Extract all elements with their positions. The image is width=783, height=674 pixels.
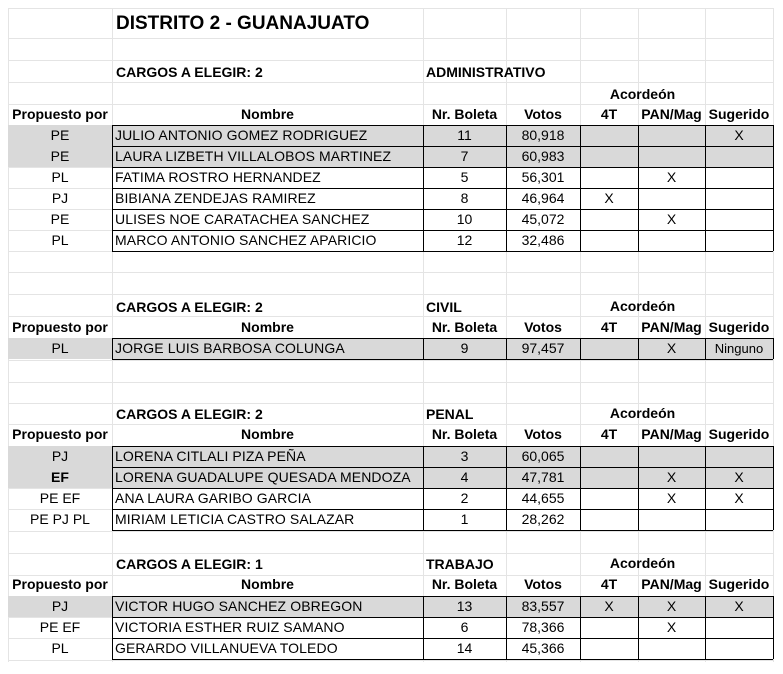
table-row[interactable] xyxy=(8,446,773,467)
table-row[interactable] xyxy=(8,338,773,359)
sugerido-mark xyxy=(705,509,773,530)
candidate-name: VICTOR HUGO SANCHEZ OBREGON xyxy=(115,598,363,614)
table-border xyxy=(638,596,639,659)
votos-value: 80,918 xyxy=(521,127,565,143)
grid-line xyxy=(8,360,774,361)
sugerido-header: Sugerido xyxy=(708,426,770,442)
pan-mag-header: PAN/Mag xyxy=(641,106,702,122)
sugerido-mark xyxy=(705,617,773,638)
sugerido-mark xyxy=(705,167,773,188)
table-border xyxy=(773,338,774,359)
table-border xyxy=(638,125,639,251)
boleta-number: 14 xyxy=(456,640,473,656)
candidate-name: MARCO ANTONIO SANCHEZ APARICIO xyxy=(115,232,377,248)
table-border xyxy=(773,446,774,530)
boleta-header: Nr. Boleta xyxy=(431,319,498,335)
table-border xyxy=(112,359,773,360)
table-border xyxy=(773,596,774,659)
table-border xyxy=(112,596,113,659)
sugerido-mark: X xyxy=(734,598,744,614)
cargos-label: CARGOS A ELEGIR: 1 xyxy=(116,556,263,572)
propuesto-por-cell: PE xyxy=(50,127,70,143)
candidate-name: FATIMA ROSTRO HERNANDEZ xyxy=(115,169,321,185)
table-row[interactable] xyxy=(8,509,773,530)
candidate-name: MIRIAM LETICIA CASTRO SALAZAR xyxy=(115,511,355,527)
materia-label: PENAL xyxy=(426,406,474,422)
sugerido-mark xyxy=(705,146,773,167)
table-row[interactable] xyxy=(8,467,773,488)
votos-value: 97,457 xyxy=(521,340,565,356)
propuesto-por-cell: PL xyxy=(51,340,69,356)
acordeon-header: Acordeón xyxy=(609,298,676,314)
table-border xyxy=(112,146,773,147)
boleta-header: Nr. Boleta xyxy=(431,426,498,442)
propuesto-por-cell: PE EF xyxy=(39,619,81,635)
table-border xyxy=(580,446,581,530)
4t-mark xyxy=(580,146,638,167)
sugerido-header: Sugerido xyxy=(708,576,770,592)
4t-header: 4T xyxy=(600,576,618,592)
table-border xyxy=(506,338,507,359)
votos-value: 83,557 xyxy=(521,598,565,614)
votos-value: 44,655 xyxy=(521,490,565,506)
propuesto-por-cell: PL xyxy=(51,169,69,185)
table-row[interactable] xyxy=(8,209,773,230)
table-border xyxy=(112,596,773,597)
propuesto-por-cell: EF xyxy=(51,469,69,485)
grid-line xyxy=(8,660,774,661)
acordeon-header: Acordeón xyxy=(609,555,676,571)
table-border xyxy=(112,617,773,618)
candidate-name: VICTORIA ESTHER RUIZ SAMANO xyxy=(115,619,345,635)
table-row[interactable] xyxy=(8,230,773,251)
grid-line xyxy=(8,382,774,383)
propuesto-por-cell: PE xyxy=(50,211,70,227)
table-border xyxy=(638,338,639,359)
materia-label: CIVIL xyxy=(426,299,462,315)
nombre-header: Nombre xyxy=(241,576,294,592)
boleta-number: 5 xyxy=(460,169,469,185)
votos-header: Votos xyxy=(524,426,562,442)
pan-mag-header: PAN/Mag xyxy=(641,319,702,335)
4t-header: 4T xyxy=(600,106,618,122)
sugerido-mark xyxy=(705,638,773,659)
boleta-number: 4 xyxy=(460,469,469,485)
candidate-name: ANA LAURA GARIBO GARCIA xyxy=(115,490,312,506)
sugerido-mark xyxy=(705,188,773,209)
candidate-name: GERARDO VILLANUEVA TOLEDO xyxy=(115,640,338,656)
table-border xyxy=(638,446,639,530)
table-border xyxy=(705,596,706,659)
materia-label: TRABAJO xyxy=(426,556,494,572)
boleta-number: 7 xyxy=(460,148,469,164)
table-row[interactable] xyxy=(8,146,773,167)
table-border xyxy=(112,209,773,210)
table-row[interactable] xyxy=(8,188,773,209)
boleta-number: 10 xyxy=(456,211,473,227)
table-border xyxy=(580,338,581,359)
4t-mark xyxy=(580,617,638,638)
votos-value: 60,983 xyxy=(521,148,565,164)
pan-mag-mark xyxy=(638,188,705,209)
table-border xyxy=(112,125,113,251)
boleta-number: 12 xyxy=(456,232,473,248)
table-border xyxy=(112,509,773,510)
grid-line xyxy=(8,272,774,273)
grid-line xyxy=(773,8,774,662)
4t-mark xyxy=(580,230,638,251)
propuesto-por-cell: PJ xyxy=(51,190,69,206)
4t-header: 4T xyxy=(600,426,618,442)
pan-mag-mark: X xyxy=(666,169,677,185)
propuesto-por-header: Propuesto por xyxy=(12,319,108,335)
boleta-number: 11 xyxy=(457,127,472,143)
votos-value: 56,301 xyxy=(521,169,565,185)
table-border xyxy=(112,338,773,339)
table-border xyxy=(112,230,773,231)
table-border xyxy=(423,596,424,659)
votos-value: 60,065 xyxy=(521,448,565,464)
cargos-label: CARGOS A ELEGIR: 2 xyxy=(116,299,263,315)
pan-mag-header: PAN/Mag xyxy=(641,426,702,442)
boleta-number: 3 xyxy=(460,448,469,464)
table-border xyxy=(112,446,113,530)
table-border xyxy=(112,446,773,447)
table-row[interactable] xyxy=(8,596,773,617)
pan-mag-mark: X xyxy=(666,598,677,614)
propuesto-por-cell: PE xyxy=(50,148,70,164)
page-title: DISTRITO 2 - GUANAJUATO xyxy=(116,13,370,34)
votos-value: 78,366 xyxy=(521,619,565,635)
table-border xyxy=(423,338,424,359)
candidate-name: LORENA CITLALI PIZA PEÑA xyxy=(115,448,306,464)
sugerido-mark: Ninguno xyxy=(714,341,764,356)
votos-value: 45,366 xyxy=(521,640,565,656)
candidate-name: JORGE LUIS BARBOSA COLUNGA xyxy=(115,340,345,356)
pan-mag-mark: X xyxy=(666,490,677,506)
sugerido-mark: X xyxy=(734,490,744,506)
table-border xyxy=(506,596,507,659)
table-row[interactable] xyxy=(8,617,773,638)
4t-header: 4T xyxy=(600,319,618,335)
pan-mag-mark: X xyxy=(666,340,677,356)
table-border xyxy=(773,125,774,251)
boleta-header: Nr. Boleta xyxy=(431,106,498,122)
table-row[interactable] xyxy=(8,125,773,146)
pan-mag-mark xyxy=(638,230,705,251)
table-border xyxy=(112,638,773,639)
sugerido-header: Sugerido xyxy=(708,319,770,335)
propuesto-por-cell: PL xyxy=(51,232,69,248)
propuesto-por-cell: PL xyxy=(51,640,69,656)
pan-mag-mark xyxy=(638,446,705,467)
boleta-number: 2 xyxy=(460,490,469,506)
4t-mark: X xyxy=(604,598,614,614)
pan-mag-mark: X xyxy=(666,211,677,227)
boleta-number: 13 xyxy=(456,598,473,614)
candidate-name: LAURA LIZBETH VILLALOBOS MARTINEZ xyxy=(115,148,392,164)
sugerido-mark xyxy=(705,230,773,251)
4t-mark xyxy=(580,509,638,530)
nombre-header: Nombre xyxy=(241,426,294,442)
table-row[interactable] xyxy=(8,488,773,509)
4t-mark: X xyxy=(604,190,614,206)
table-border xyxy=(112,188,773,189)
table-border xyxy=(112,338,113,359)
table-border xyxy=(112,125,773,126)
table-row[interactable] xyxy=(8,167,773,188)
propuesto-por-cell: PJ xyxy=(51,598,69,614)
pan-mag-header: PAN/Mag xyxy=(641,576,702,592)
table-border xyxy=(423,125,424,251)
boleta-number: 6 xyxy=(460,619,469,635)
boleta-number: 1 xyxy=(460,511,469,527)
candidate-name: ULISES NOE CARATACHEA SANCHEZ xyxy=(115,211,370,227)
propuesto-por-header: Propuesto por xyxy=(12,426,108,442)
table-border xyxy=(506,125,507,251)
4t-mark xyxy=(580,467,638,488)
table-border xyxy=(580,596,581,659)
cargos-label: CARGOS A ELEGIR: 2 xyxy=(116,406,263,422)
4t-mark xyxy=(580,638,638,659)
grid-line xyxy=(8,531,774,532)
table-row[interactable] xyxy=(8,638,773,659)
table-border xyxy=(112,251,773,252)
table-border xyxy=(705,125,706,251)
sugerido-mark: X xyxy=(734,127,744,143)
candidate-name: BIBIANA ZENDEJAS RAMIREZ xyxy=(115,190,316,206)
propuesto-por-cell: PJ xyxy=(51,448,69,464)
votos-value: 28,262 xyxy=(521,511,565,527)
table-border xyxy=(112,167,773,168)
table-border xyxy=(112,530,773,531)
votos-header: Votos xyxy=(524,106,562,122)
table-border xyxy=(112,467,773,468)
table-border xyxy=(705,446,706,530)
table-border xyxy=(705,338,706,359)
boleta-number: 8 xyxy=(460,190,469,206)
acordeon-header: Acordeón xyxy=(609,86,676,102)
materia-label: ADMINISTRATIVO xyxy=(426,64,546,80)
4t-mark xyxy=(580,125,638,146)
votos-value: 47,781 xyxy=(521,469,565,485)
4t-mark xyxy=(580,446,638,467)
table-border xyxy=(580,125,581,251)
acordeon-header: Acordeón xyxy=(609,405,676,421)
votos-value: 32,486 xyxy=(521,232,565,248)
sugerido-mark xyxy=(705,446,773,467)
4t-mark xyxy=(580,488,638,509)
4t-mark xyxy=(580,338,638,359)
pan-mag-mark xyxy=(638,638,705,659)
propuesto-por-header: Propuesto por xyxy=(12,576,108,592)
votos-value: 45,072 xyxy=(521,211,565,227)
propuesto-por-cell: PE PJ PL xyxy=(30,511,90,527)
candidate-name: JULIO ANTONIO GOMEZ RODRIGUEZ xyxy=(115,127,368,143)
pan-mag-mark xyxy=(638,509,705,530)
sugerido-mark xyxy=(705,209,773,230)
votos-header: Votos xyxy=(524,319,562,335)
votos-header: Votos xyxy=(524,576,562,592)
4t-mark xyxy=(580,167,638,188)
propuesto-por-cell: PE EF xyxy=(39,490,81,506)
boleta-header: Nr. Boleta xyxy=(431,576,498,592)
nombre-header: Nombre xyxy=(241,106,294,122)
candidate-name: LORENA GUADALUPE QUESADA MENDOZA xyxy=(115,469,411,485)
pan-mag-mark: X xyxy=(666,469,677,485)
sugerido-header: Sugerido xyxy=(708,106,770,122)
table-border xyxy=(112,659,773,660)
sugerido-mark: X xyxy=(734,469,744,485)
votos-value: 46,964 xyxy=(521,190,565,206)
4t-mark xyxy=(580,209,638,230)
cargos-label: CARGOS A ELEGIR: 2 xyxy=(116,64,263,80)
pan-mag-mark xyxy=(638,146,705,167)
propuesto-por-header: Propuesto por xyxy=(12,106,108,122)
pan-mag-mark xyxy=(638,125,705,146)
pan-mag-mark: X xyxy=(666,619,677,635)
nombre-header: Nombre xyxy=(241,319,294,335)
table-border xyxy=(112,488,773,489)
boleta-number: 9 xyxy=(460,340,469,356)
table-border xyxy=(506,446,507,530)
table-border xyxy=(423,446,424,530)
